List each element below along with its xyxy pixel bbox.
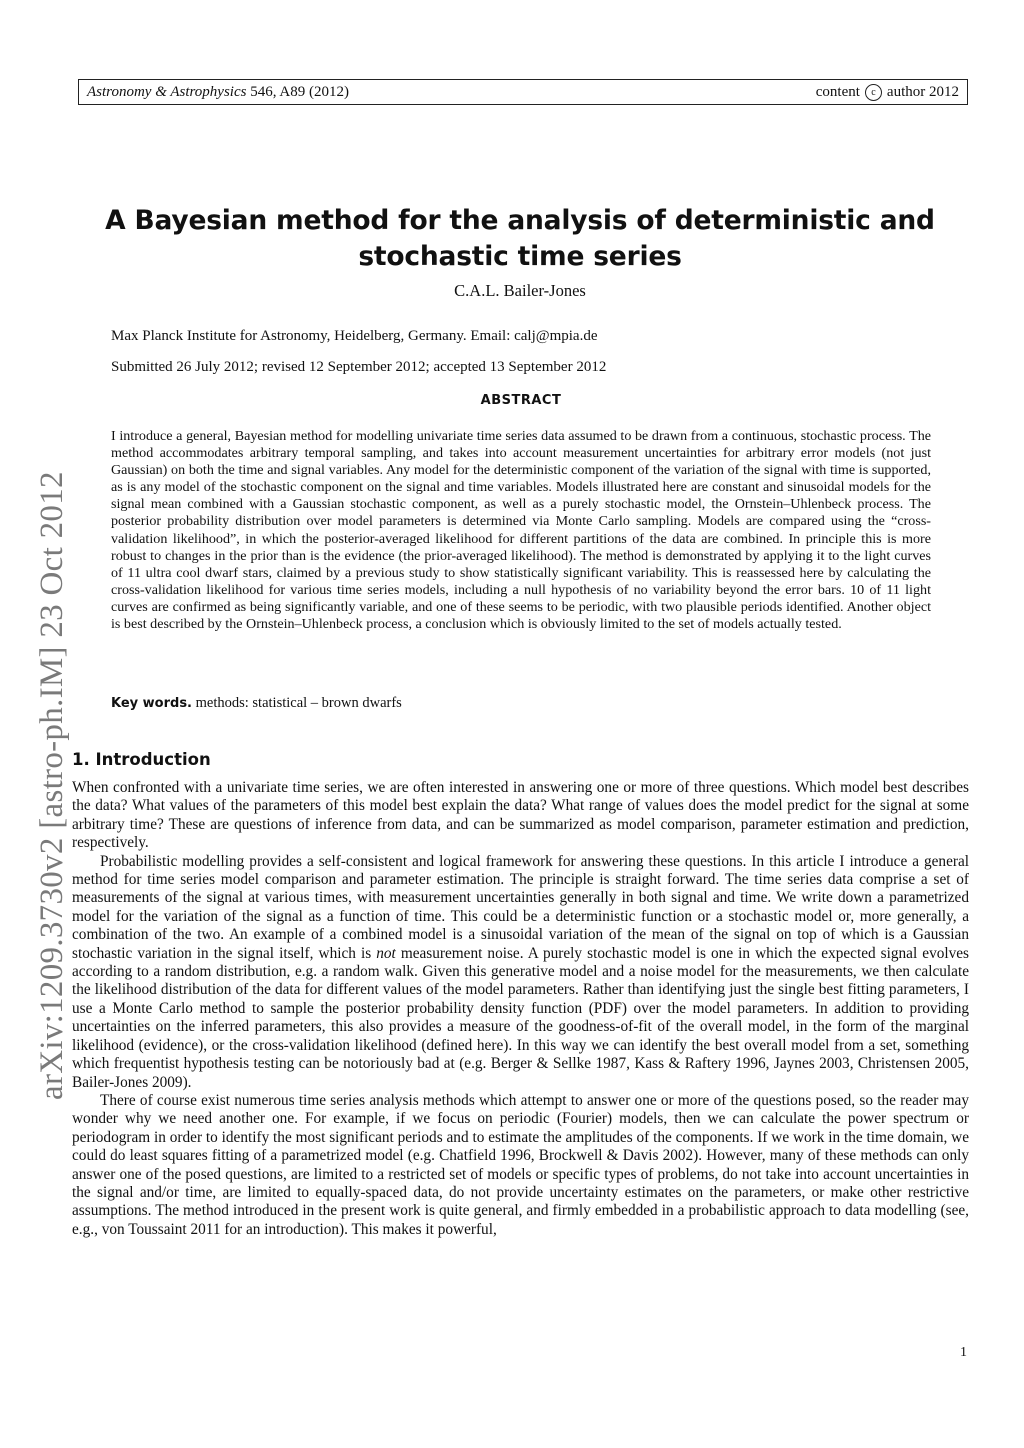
paragraph-3: There of course exist numerous time series analysis methods which attempt to answer one or more of the questions posed, so the reader may wonder why we need another one. For example, if we focus on periodic (Fourier) models, then we can calculate the power spectrum or periodogram in order to identify the most significant periods and to estimate the amplitudes of the components. If we work in the time domain, we could do least squares fitting of a parametrized model (e.g. Chatfield 1996, Brockwell & Davis 2002). However, many of these methods can only answer one of the posed questions, are limited to a restricted set of models or specific types of problems, do not take into account uncertainties in the signal and/or time, are limited to equally-spaced data, do not provide uncertainty estimates on the parameters, or make other restrictive assumptions. The method introduced in the present work is quite general, and firmly embedded in a probabilistic approach to data modelling (see, e.g., von Toussaint 2011 for an introduction). This makes it powerful, [72, 1091, 969, 1238]
introduction-body [72, 779, 969, 1239]
copyright-icon: c [865, 84, 882, 101]
abstract-text: I introduce a general, Bayesian method for modelling univariate time series data assumed to be drawn from a continuous, stochastic process. The method accommodates arbitrary temporal sampling, and takes into account measurement uncertainties for arbitrary error models (not just Gaussian) on both the time and signal variables. Any model for the deterministic component of the variation of the signal with time is supported, as is any model of the stochastic component on the signal and time variables. Models illustrated here are constant and sinusoidal models for the signal mean combined with a Gaussian stochastic component, as well as a purely stochastic model, the Ornstein–Uhlenbeck process. The posterior probability distribution over model parameters is determined via Monte Carlo sampling. Models are compared using the “cross-validation likelihood”, in which the posterior-averaged likelihood for different partitions of the data are combined. In principle this is more robust to changes in the prior than is the evidence (the prior-averaged likelihood). The method is demonstrated by applying it to the light curves of 11 ultra cool dwarf stars, claimed by a previous study to show statistically significant variability. This is reassessed here by calculating the cross-validation likelihood for various time series models, including a null hypothesis of no variability beyond the error bars. 10 of 11 light curves are confirmed as being significantly variable, and one of these seems to be periodic, with two plausible periods identified. Another object is best described by the Ornstein–Uhlenbeck process, a conclusion which is obviously limited to the set of models actually tested. [111, 428, 931, 633]
keywords [111, 695, 402, 712]
paragraph-1: When confronted with a univariate time series, we are often interested in answering one or more of three questions. Which model best describes the data? What values of the parameters of this model best explain the data? What range of values does the model predict for the signal at some arbitrary time? These are questions of inference from data, and can be summarized as model comparison, parameter estimation and prediction, respectively. [72, 779, 969, 852]
running-header [78, 79, 968, 105]
keywords-label: Key words. [111, 696, 192, 711]
abstract-heading: ABSTRACT [480, 393, 562, 408]
copyright-notice [816, 84, 959, 101]
title-line-1: A Bayesian method for the analysis of deterministic and [105, 205, 935, 236]
section-heading-introduction: 1. Introduction [72, 750, 211, 769]
submission-dates: Submitted 26 July 2012; revised 12 September 2012; accepted 13 September 2012 [111, 359, 607, 375]
paragraph-2-part-1: Probabilistic modelling provides a self-consistent and logical framework for answering these questions. In this article I introduce a general method for time series model comparison and parameter estimation. The principle is straight forward. The time series data comprise a set of measurements of the signal at various times, with measurement uncertainties generally in both signal and time. We write down a parametrized model for the variation of the signal as a function of time. This could be a deterministic function or a stochastic model or, more generally, a combination of the two. An example of a combined model is a sinusoidal variation of the mean of the signal on top of which is a Gaussian stochastic variation in the signal itself, which is [72, 852, 969, 962]
paragraph-2-emphasis: not [376, 944, 396, 962]
affiliation: Max Planck Institute for Astronomy, Heidelberg, Germany. Email: calj@mpia.de [111, 328, 598, 344]
journal-citation [87, 84, 349, 101]
paragraph-2 [72, 853, 969, 1092]
title-line-2: stochastic time series [358, 241, 682, 272]
paragraph-2-part-2: measurement noise. A purely stochastic model is one in which the expected signal evolves according to a random distribution, e.g. a random walk. Given this generative model and a noise model for the measurements, we then calculate the likelihood distribution of the data for different values of the model parameters. Rather than identifying just the single best fitting parameters, I use a Monte Carlo method to sample the posterior probability density function (PDF) over the model parameters. In addition to providing uncertainties on the inferred parameters, this also provides a measure of the goodness-of-fit of the overall model, in the form of the marginal likelihood (evidence), or the cross-validation likelihood (defined here). In this way we can identify the best overall model from a set, something which frequentist hypothesis testing can be notoriously bad at (e.g. Berger & Sellke 1987, Kass & Raftery 1996, Jaynes 2003, Christensen 2005, Bailer-Jones 2009). [72, 944, 970, 1091]
paper-title [100, 203, 940, 275]
journal-name: Astronomy & Astrophysics [87, 83, 247, 100]
page-number: 1 [960, 1345, 967, 1360]
author-name: C.A.L. Bailer-Jones [454, 281, 586, 300]
copyright-suffix: author 2012 [886, 83, 959, 100]
copyright-prefix: content [815, 83, 860, 100]
arxiv-stamp: arXiv:1209.3730v2 [astro-ph.IM] 23 Oct 2012 [34, 471, 70, 1100]
keywords-value: methods: statistical – brown dwarfs [195, 695, 402, 711]
journal-volume: 546, A89 (2012) [250, 83, 349, 100]
